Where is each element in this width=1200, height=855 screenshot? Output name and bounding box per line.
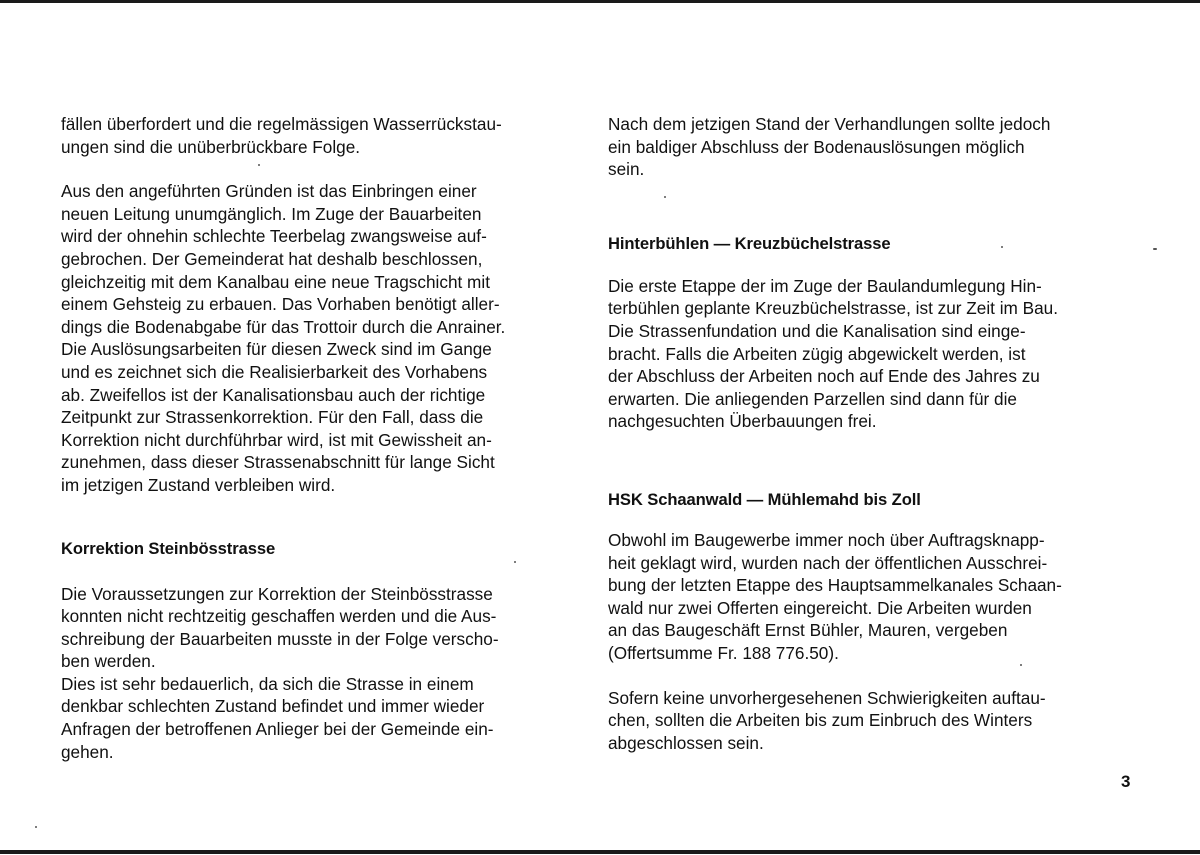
top-border-rule bbox=[0, 0, 1200, 3]
heading-korrektion-steinbosstrasse: Korrektion Steinbösstrasse bbox=[61, 538, 276, 558]
page-number: 3 bbox=[1121, 772, 1131, 791]
scan-speck bbox=[258, 164, 260, 166]
paragraph-hsk-tender: Obwohl im Baugewerbe immer noch über Auftragsknapp- heit geklagt wird, wurden nach der öffentlichen Ausschrei- bung der letzten Etappe des Hauptsammelkanales Schaan- wald nur zwei Offerten eingereicht. Die Arbeiten wurden an das Baugeschäft Ernst Bühler, Mauren, vergeben (Offertsumme Fr. 188 776.50). bbox=[608, 529, 1062, 663]
scan-speck bbox=[35, 826, 37, 828]
right-column bbox=[608, 113, 1134, 754]
bottom-border-rule bbox=[0, 850, 1200, 854]
paragraph-reasons: Aus den angeführten Gründen ist das Einbringen einer neuen Leitung unumgänglich. Im Zuge der Bauarbeiten wird der ohnehin schlechte Teerbelag zwangsweise auf- gebrochen. Der Gemeinderat hat deshalb beschlossen, gleichzeitig mit dem Kanalbau eine neue Tragschicht mit einem Gehsteig zu erbauen. Das Vorhaben benötigt aller- dings die Bodenabgabe für das Trottoir durch die Anrainer. Die Auslösungsarbeiten für diesen Zweck sind im Gange und es zeichnet sich die Realisierbarkeit des Vorhabens ab. Zweifellos ist der Kanalisationsbau auch der richtige Zeitpunkt zur Strassenkorrektion. Für den Fall, dass die Korrektion nicht durchführbar wird, ist mit Gewissheit an- zunehmen, dass dieser Strassenabschnitt für lange Sicht im jetzigen Zustand verbleiben wird. bbox=[61, 181, 506, 495]
paragraph-hinterbuehlen: Die erste Etappe der im Zuge der Baulandumlegung Hin- terbühlen geplante Kreuzbüchelstrasse, ist zur Zeit im Bau. Die Strassenfundation und die Kanalisation sind einge- bracht. Falls die Arbeiten zügig abgewickelt werden, ist der Abschluss der Arbeiten noch auf Ende des Jahres zu erwarten. Die anliegenden Parzellen sind dann für die nachgesuchten Überbauungen frei. bbox=[608, 275, 1058, 432]
scan-speck bbox=[1153, 248, 1157, 250]
scan-speck bbox=[514, 561, 516, 563]
scan-speck bbox=[1001, 246, 1003, 248]
paragraph-steinboss-preconditions: Die Voraussetzungen zur Korrektion der Steinbösstrasse konnten nicht rechtzeitig geschaffen werden und die Aus- schreibung der Bauarbeiten musste in der Folge verscho- ben werden. bbox=[61, 583, 499, 672]
left-column bbox=[61, 113, 579, 763]
paragraph-negotiations: Nach dem jetzigen Stand der Verhandlungen sollte jedoch ein baldiger Abschluss der Bodenauslösungen möglich sein. bbox=[608, 114, 1051, 180]
scan-speck bbox=[664, 196, 666, 198]
paragraph-backflow: fällen überfordert und die regelmässigen Wasserrückstau- ungen sind die unüberbrückbare Folge. bbox=[61, 114, 502, 157]
scan-speck bbox=[1020, 664, 1022, 666]
paragraph-hsk-completion: Sofern keine unvorhergesehenen Schwierigkeiten auftau- chen, sollten die Arbeiten bis zum Einbruch des Winters abgeschlossen sein. bbox=[608, 687, 1046, 753]
heading-hinterbuehlen-kreuzbuechelstrasse: Hinterbühlen — Kreuzbüchelstrasse bbox=[608, 233, 891, 253]
heading-hsk-schaanwald: HSK Schaanwald — Mühlemahd bis Zoll bbox=[608, 489, 921, 509]
paragraph-steinboss-condition: Dies ist sehr bedauerlich, da sich die Strasse in einem denkbar schlechten Zustand befindet und immer wieder Anfragen der betroffenen Anlieger bei der Gemeinde ein- gehen. bbox=[61, 673, 494, 762]
